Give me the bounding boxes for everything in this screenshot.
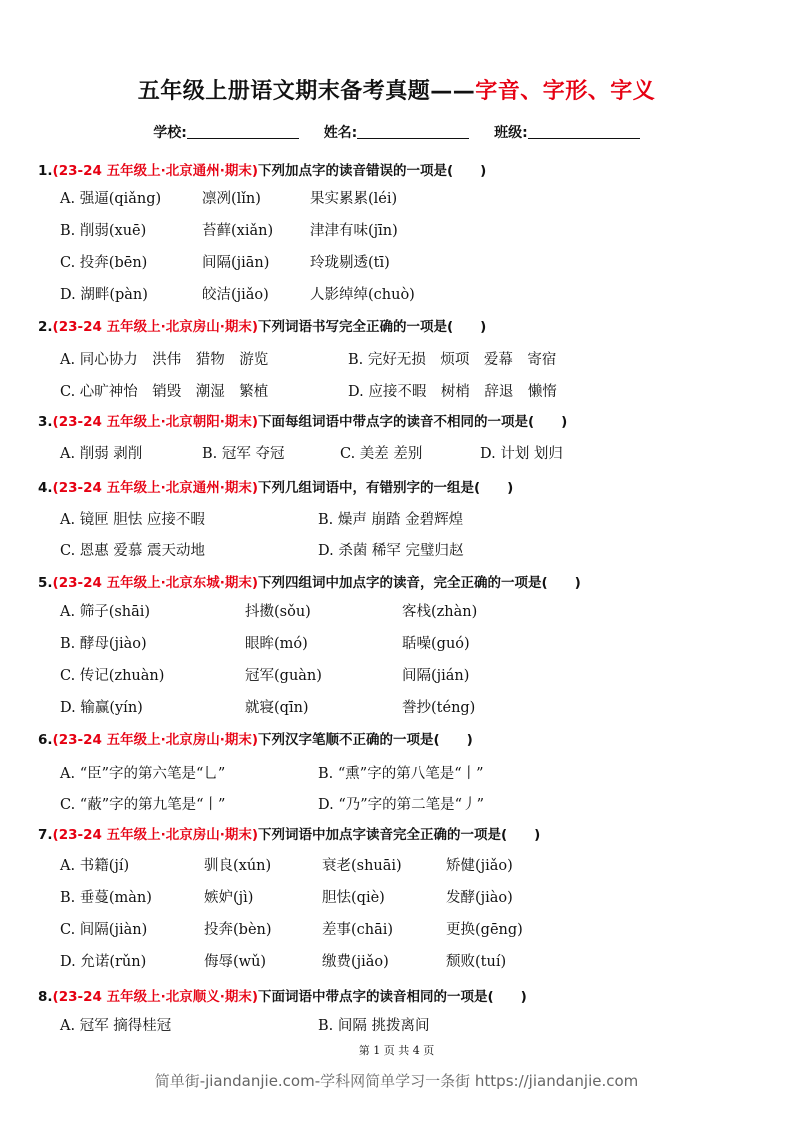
option-word: 差事(chāi) — [322, 922, 394, 938]
question-8-stem — [38, 985, 527, 1005]
question-number: 6. — [38, 732, 53, 748]
question-5-stem — [38, 571, 581, 591]
option-item: C. 投奔(bēn) — [60, 255, 148, 271]
option-word: D. 杀菌 稀罕 完璧归赵 — [318, 543, 464, 559]
question-text: 下面词语中带点字的读音相同的一项是( ) — [258, 989, 527, 1005]
option-item: B. 垂蔓(màn) — [60, 890, 152, 906]
question-source: (23-24 五年级上·北京顺义·期末) — [52, 989, 259, 1005]
option-item: D. 输赢(yín) — [60, 700, 143, 716]
option-word: B. 冠军 夺冠 — [202, 446, 285, 462]
school-field: 学校: — [153, 122, 299, 142]
question-text: 下列汉字笔顺不正确的一项是( ) — [258, 732, 473, 748]
question-4-stem — [38, 476, 513, 496]
option-word: 侮辱(wǔ) — [204, 954, 267, 970]
question-source: (23-24 五年级上·北京通州·期末) — [52, 163, 259, 179]
option-item: C. 传记(zhuàn) — [60, 668, 165, 684]
question-number: 1. — [38, 163, 53, 179]
option-word: 津津有味(jīn) — [310, 223, 398, 239]
option-word: B. 间隔 挑拨离间 — [318, 1018, 430, 1034]
option-word: 发酵(jiào) — [446, 890, 513, 906]
option-word: 就寝(qīn) — [245, 700, 309, 716]
option-item: C. “蔽”字的第九笔是“丨” — [60, 797, 226, 813]
option-word: 果实累累(léi) — [310, 191, 398, 207]
class-blank — [528, 124, 640, 139]
option-word: 凛冽(lǐn) — [202, 191, 261, 207]
option-word: 苔藓(xiǎn) — [202, 223, 274, 239]
option-word: B. 完好无损 烦项 爱幕 寄宿 — [348, 352, 557, 368]
option-word: 衰老(shuāi) — [322, 858, 402, 874]
option-item: C. 心旷神怡 销毁 潮湿 繁植 — [60, 384, 269, 400]
option-word: D. 计划 划归 — [480, 446, 563, 462]
option-word: 眼眸(mó) — [245, 636, 308, 652]
option-word: D. “乃”字的第二笔是“丿” — [318, 797, 484, 813]
option-item: A. “臣”字的第六笔是“乚” — [60, 766, 226, 782]
question-text: 下列四组词中加点字的读音，完全正确的一项是( ) — [258, 575, 581, 591]
question-source: (23-24 五年级上·北京朝阳·期末) — [52, 414, 259, 430]
option-word: 聒噪(guó) — [402, 636, 470, 652]
question-number: 4. — [38, 480, 53, 496]
option-item: A. 冠军 摘得桂冠 — [60, 1018, 172, 1034]
option-word: 间隔(jián) — [402, 668, 470, 684]
title-highlight: 字音、字形、字义 — [475, 79, 656, 104]
option-word: 皎洁(jiǎo) — [202, 287, 269, 303]
page-title — [0, 74, 793, 105]
option-word: B. 燥声 崩踏 金碧辉煌 — [318, 512, 464, 528]
option-word: 胆怯(qiè) — [322, 890, 385, 906]
option-item: A. 书籍(jí) — [60, 858, 130, 874]
option-word: 矫健(jiǎo) — [446, 858, 513, 874]
question-2-stem — [38, 315, 486, 335]
student-info-fields — [0, 122, 793, 142]
question-source: (23-24 五年级上·北京房山·期末) — [52, 827, 259, 843]
option-word: 客栈(zhàn) — [402, 604, 478, 620]
option-item: D. 湖畔(pàn) — [60, 287, 148, 303]
question-number: 5. — [38, 575, 53, 591]
question-number: 8. — [38, 989, 53, 1005]
option-word: B. “熏”字的第八笔是“丨” — [318, 766, 484, 782]
option-item: A. 筛子(shāi) — [60, 604, 151, 620]
question-source: (23-24 五年级上·北京通州·期末) — [52, 480, 259, 496]
question-number: 2. — [38, 319, 53, 335]
option-item: D. 允诺(rǔn) — [60, 954, 147, 970]
question-6-stem — [38, 728, 473, 748]
option-item: C. 间隔(jiàn) — [60, 922, 148, 938]
option-item: A. 镜匣 胆怯 应接不暇 — [60, 512, 205, 528]
question-number: 7. — [38, 827, 53, 843]
class-field: 班级: — [494, 122, 640, 142]
option-item: C. 恩惠 爱慕 震天动地 — [60, 543, 206, 559]
title-main: 五年级上册语文期末备考真题—— — [137, 79, 476, 104]
option-item: A. 同心协力 洪伟 猎物 游览 — [60, 352, 269, 368]
watermark-text: 简单街-jiandanjie.com-学科网简单学习一条街 https://jiandanjie.com — [154, 1072, 639, 1090]
option-word: 嫉妒(jì) — [204, 890, 254, 906]
option-word: 投奔(bèn) — [204, 922, 272, 938]
question-1-stem — [38, 159, 486, 179]
name-field: 姓名: — [324, 122, 470, 142]
question-7-stem — [38, 823, 540, 843]
question-source: (23-24 五年级上·北京东城·期末) — [52, 575, 259, 591]
option-item: B. 削弱(xuē) — [60, 223, 147, 239]
option-word: D. 应接不暇 树梢 辞退 懒惰 — [348, 384, 557, 400]
option-word: C. 美差 差别 — [340, 446, 423, 462]
option-item: A. 削弱 剥削 — [60, 446, 143, 462]
option-word: 誊抄(téng) — [402, 700, 476, 716]
option-word: 人影绰绰(chuò) — [310, 287, 415, 303]
question-text: 下列几组词语中，有错别字的一组是( ) — [258, 480, 514, 496]
option-word: 更换(gēng) — [446, 922, 523, 938]
question-text: 下面每组词语中带点字的读音不相同的一项是( ) — [258, 414, 568, 430]
school-blank — [187, 124, 299, 139]
option-word: 缴费(jiǎo) — [322, 954, 389, 970]
option-word: 抖擞(sǒu) — [245, 604, 311, 620]
option-item: A. 强逼(qiǎng) — [60, 191, 162, 207]
question-text: 下列词语中加点字读音完全正确的一项是( ) — [258, 827, 541, 843]
option-word: 间隔(jiān) — [202, 255, 270, 271]
question-source: (23-24 五年级上·北京房山·期末) — [52, 319, 259, 335]
option-word: 玲珑剔透(tī) — [310, 255, 390, 271]
page-number: 第 1 页 共 4 页 — [358, 1044, 435, 1057]
question-text: 下列词语书写完全正确的一项是( ) — [258, 319, 487, 335]
option-word: 冠军(guàn) — [245, 668, 322, 684]
question-number: 3. — [38, 414, 53, 430]
option-word: 驯良(xún) — [204, 858, 272, 874]
question-source: (23-24 五年级上·北京房山·期末) — [52, 732, 259, 748]
question-text: 下列加点字的读音错误的一项是( ) — [258, 163, 487, 179]
name-blank — [357, 124, 469, 139]
option-word: 颓败(tuí) — [446, 954, 507, 970]
option-item: B. 酵母(jiào) — [60, 636, 147, 652]
question-3-stem — [38, 410, 567, 430]
